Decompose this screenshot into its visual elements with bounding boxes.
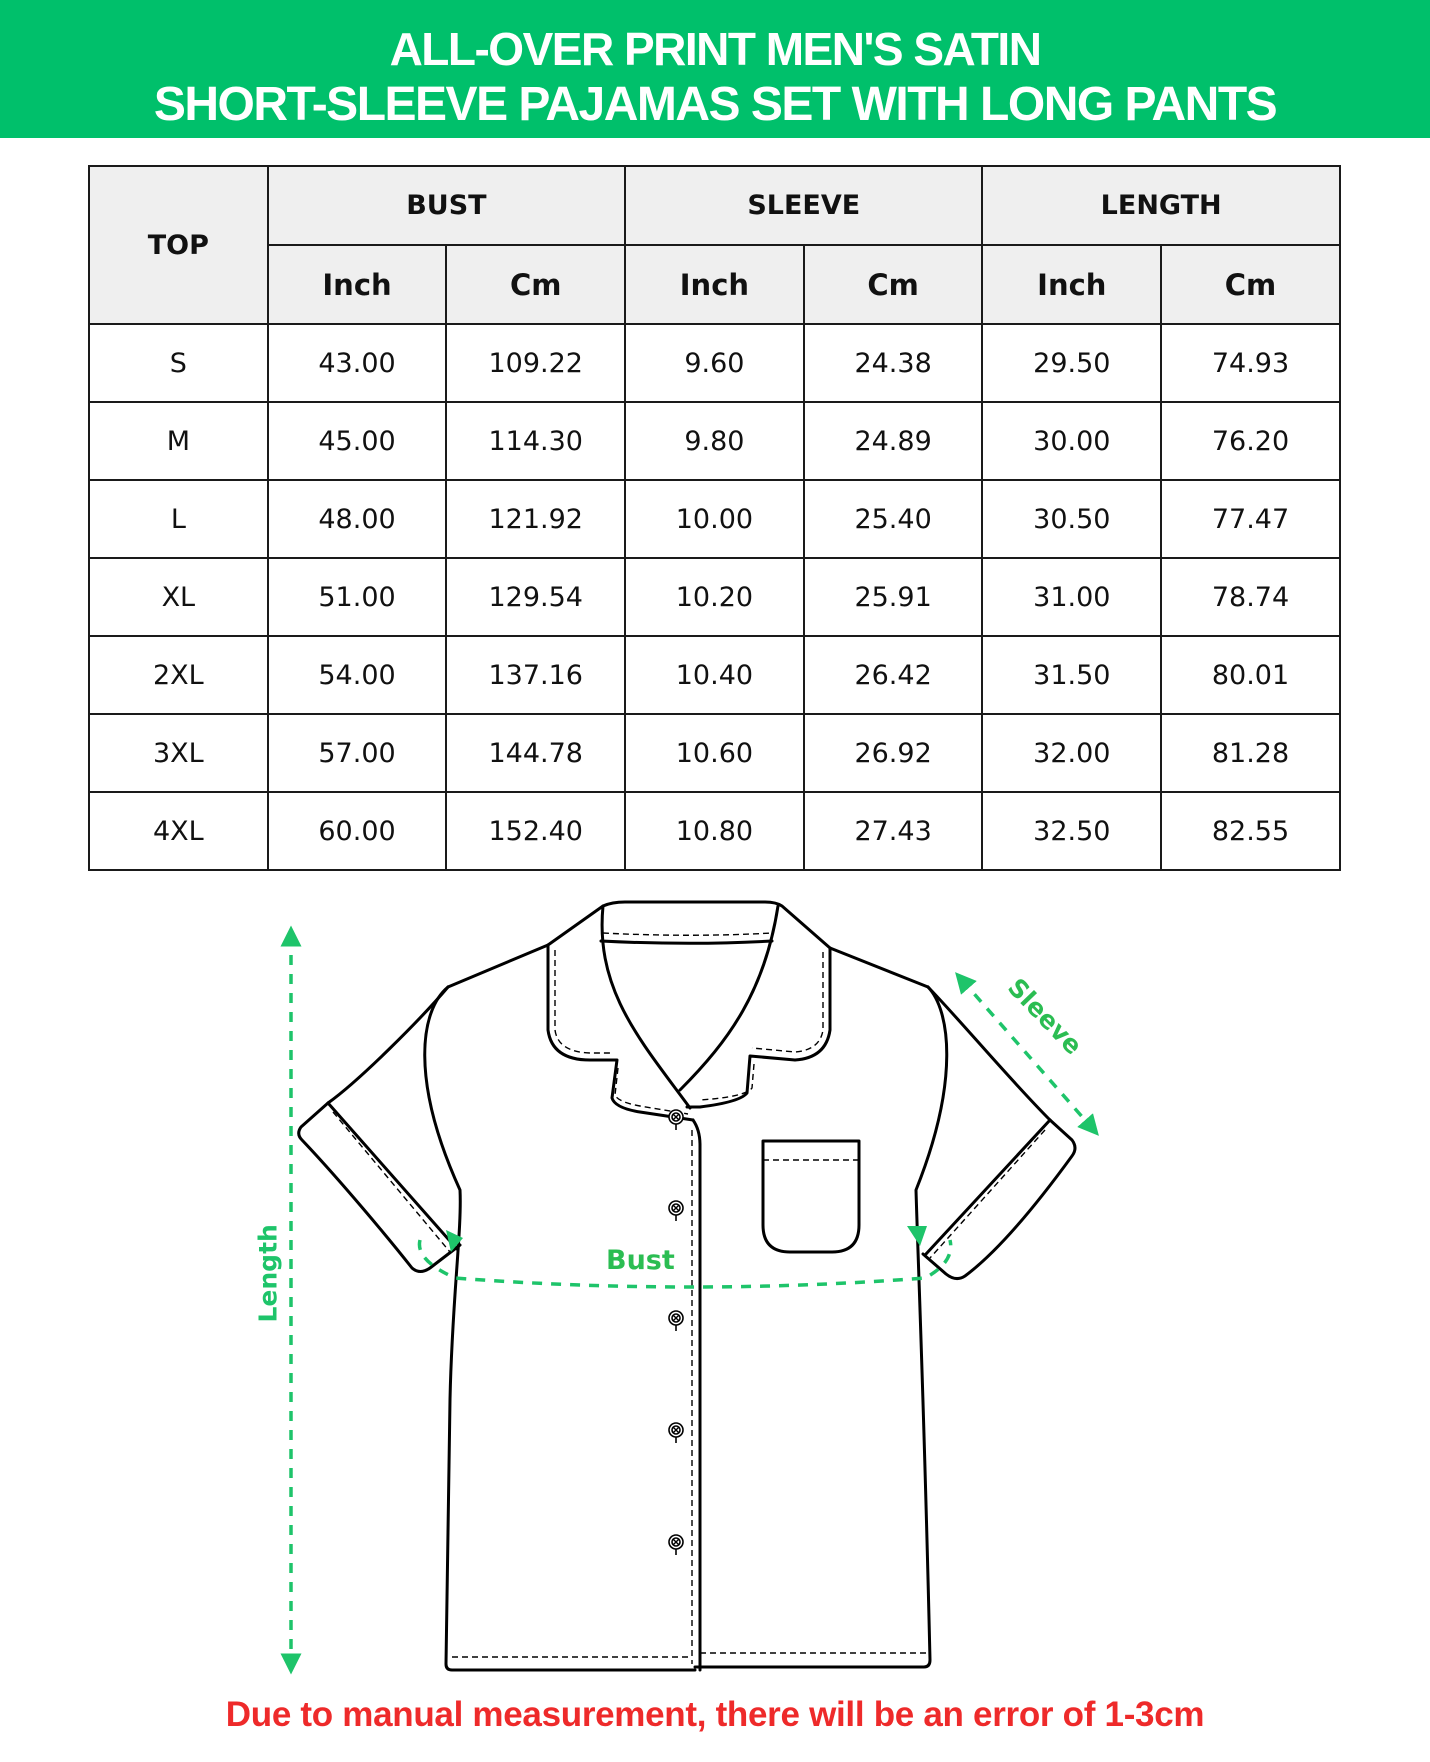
bust-cm-cell: 129.54 xyxy=(446,558,625,636)
sleeve-cm-cell: 27.43 xyxy=(804,792,983,870)
group-header-sleeve: SLEEVE xyxy=(625,166,982,245)
table-row xyxy=(89,714,1340,792)
bust-inch-cell: 51.00 xyxy=(268,558,447,636)
length-cm-cell: 78.74 xyxy=(1161,558,1340,636)
table-row xyxy=(89,792,1340,870)
sleeve-label: Sleeve xyxy=(1002,972,1088,1061)
table-row xyxy=(89,324,1340,402)
group-header-length: LENGTH xyxy=(982,166,1339,245)
button-icon xyxy=(669,1535,683,1555)
bust-inch-cell: 57.00 xyxy=(268,714,447,792)
sleeve-cm-cell: 25.91 xyxy=(804,558,983,636)
size-cell: M xyxy=(89,402,268,480)
bust-cm-cell: 114.30 xyxy=(446,402,625,480)
bust-inch-cell: 54.00 xyxy=(268,636,447,714)
title-banner xyxy=(0,0,1430,138)
table-row xyxy=(89,402,1340,480)
size-cell: L xyxy=(89,480,268,558)
size-cell: 2XL xyxy=(89,636,268,714)
table-row xyxy=(89,480,1340,558)
unit-header-bust-inch: Inch xyxy=(268,245,447,324)
sleeve-cm-cell: 26.42 xyxy=(804,636,983,714)
sleeve-inch-cell: 10.20 xyxy=(625,558,804,636)
bust-inch-cell: 48.00 xyxy=(268,480,447,558)
sleeve-inch-cell: 9.60 xyxy=(625,324,804,402)
group-header-bust: BUST xyxy=(268,166,625,245)
table-row xyxy=(89,558,1340,636)
sleeve-inch-cell: 10.60 xyxy=(625,714,804,792)
length-cm-cell: 77.47 xyxy=(1161,480,1340,558)
length-inch-cell: 32.00 xyxy=(982,714,1161,792)
bust-cm-cell: 144.78 xyxy=(446,714,625,792)
sleeve-cm-cell: 26.92 xyxy=(804,714,983,792)
title-line-1: ALL-OVER PRINT MEN'S SATIN xyxy=(389,23,1041,75)
length-cm-cell: 74.93 xyxy=(1161,324,1340,402)
bust-inch-cell: 60.00 xyxy=(268,792,447,870)
length-inch-cell: 30.00 xyxy=(982,402,1161,480)
length-cm-cell: 81.28 xyxy=(1161,714,1340,792)
button-icon xyxy=(669,1423,683,1443)
bust-cm-cell: 121.92 xyxy=(446,480,625,558)
button-icon xyxy=(669,1110,683,1130)
button-icons xyxy=(669,1110,683,1555)
bust-inch-cell: 43.00 xyxy=(268,324,447,402)
sleeve-inch-cell: 10.00 xyxy=(625,480,804,558)
length-label: Length xyxy=(253,1224,283,1323)
sleeve-inch-cell: 9.80 xyxy=(625,402,804,480)
size-cell: 4XL xyxy=(89,792,268,870)
size-cell: XL xyxy=(89,558,268,636)
sleeve-inch-cell: 10.80 xyxy=(625,792,804,870)
size-cell: 3XL xyxy=(89,714,268,792)
bust-curve xyxy=(419,1240,950,1287)
length-inch-cell: 32.50 xyxy=(982,792,1161,870)
length-cm-cell: 76.20 xyxy=(1161,402,1340,480)
measurement-error-note: Due to manual measurement, there will be an error of 1-3cm xyxy=(225,1695,1205,1734)
shirt-measurement-diagram xyxy=(0,880,1430,1700)
length-inch-cell: 31.50 xyxy=(982,636,1161,714)
length-inch-cell: 30.50 xyxy=(982,480,1161,558)
bust-label: Bust xyxy=(606,1245,675,1276)
bust-cm-cell: 137.16 xyxy=(446,636,625,714)
unit-header-length-cm: Cm xyxy=(1161,245,1340,324)
sleeve-cm-cell: 25.40 xyxy=(804,480,983,558)
unit-header-bust-cm: Cm xyxy=(446,245,625,324)
sleeve-cm-cell: 24.89 xyxy=(804,402,983,480)
length-inch-cell: 29.50 xyxy=(982,324,1161,402)
table-row xyxy=(89,636,1340,714)
header-row-groups xyxy=(89,166,1340,245)
unit-header-sleeve-cm: Cm xyxy=(804,245,983,324)
sleeve-inch-cell: 10.40 xyxy=(625,636,804,714)
length-inch-cell: 31.00 xyxy=(982,558,1161,636)
bust-inch-cell: 45.00 xyxy=(268,402,447,480)
bust-cm-cell: 152.40 xyxy=(446,792,625,870)
bust-cm-cell: 109.22 xyxy=(446,324,625,402)
button-icon xyxy=(669,1201,683,1221)
size-cell: S xyxy=(89,324,268,402)
stitching-lines xyxy=(333,933,1045,1664)
length-cm-cell: 80.01 xyxy=(1161,636,1340,714)
sleeve-cm-cell: 24.38 xyxy=(804,324,983,402)
button-icon xyxy=(669,1311,683,1331)
unit-header-length-inch: Inch xyxy=(982,245,1161,324)
unit-header-sleeve-inch: Inch xyxy=(625,245,804,324)
header-row-units xyxy=(89,245,1340,324)
size-chart-table xyxy=(88,165,1341,871)
length-cm-cell: 82.55 xyxy=(1161,792,1340,870)
corner-header-top: TOP xyxy=(89,166,268,324)
title-line-2: SHORT-SLEEVE PAJAMAS SET WITH LONG PANTS xyxy=(153,78,1277,131)
